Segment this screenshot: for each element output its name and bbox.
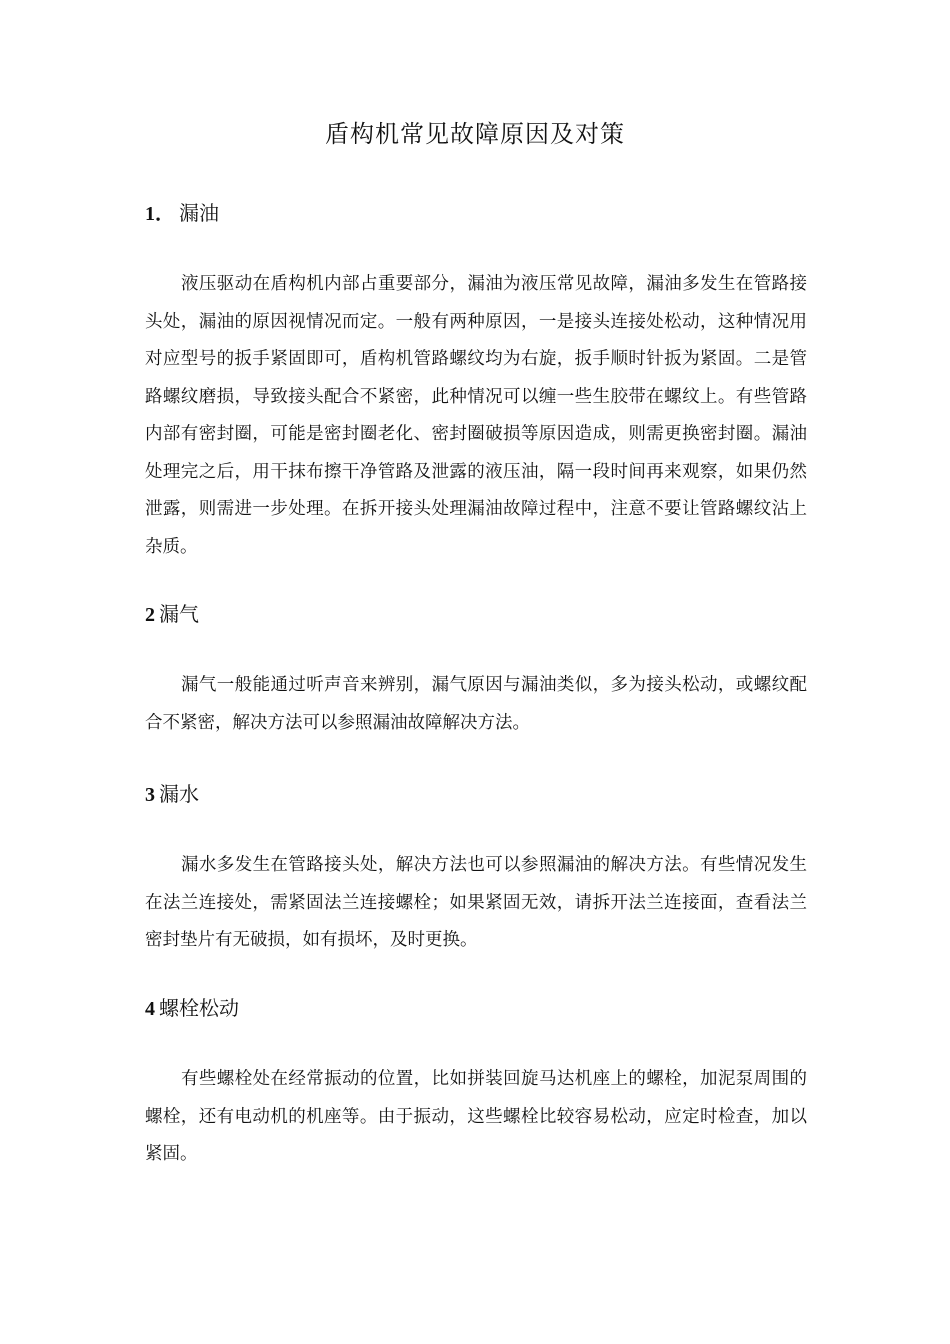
section-body-oil-leak: 液压驱动在盾构机内部占重要部分，漏油为液压常见故障，漏油多发生在管路接头处，漏油的原因视情况而定。一般有两种原因，一是接头连接处松动，这种情况用对应型号的扳手紧固即可，盾构机管路螺纹均为右旋，扳手顺时针扳为紧固。二是管路螺纹磨损，导致接头配合不紧密，此种情况可以缠一些生胶带在螺纹上。有些管路内部有密封圈，可能是密封圈老化、密封圈破损等原因造成，则需更换密封圈。漏油处理完之后，用干抹布擦干净管路及泄露的液压油，隔一段时间再来观察，如果仍然泄露，则需进一步处理。在拆开接头处理漏油故障过程中，注意不要让管路螺纹沾上杂质。 <box>145 274 807 557</box>
section-number: 2 <box>145 604 155 626</box>
section-body-loose-bolts: 有些螺栓处在经常振动的位置，比如拼装回旋马达机座上的螺栓，加泥泵周围的螺栓，还有电动机的机座等。由于振动，这些螺栓比较容易松动，应定时检查，加以紧固。 <box>145 1069 807 1164</box>
section-body-water-leak: 漏水多发生在管路接头处，解决方法也可以参照漏油的解决方法。有些情况发生在法兰连接处，需紧固法兰连接螺栓；如果紧固无效，请拆开法兰连接面，查看法兰密封垫片有无破损，如有损坏，及时更换。 <box>145 855 807 950</box>
section-heading-text: 螺栓松动 <box>159 996 239 1020</box>
section-heading-water-leak <box>145 778 805 811</box>
section-heading-text: 漏气 <box>159 602 199 626</box>
section-number: 1． <box>145 203 175 225</box>
section-number: 3 <box>145 784 155 806</box>
section-heading-air-leak <box>145 598 805 631</box>
section-heading-text: 漏油 <box>179 201 219 225</box>
section-heading-loose-bolts <box>145 992 805 1025</box>
section-number: 4 <box>145 998 155 1020</box>
section-heading-oil-leak <box>145 197 805 230</box>
section-heading-text: 漏水 <box>159 782 199 806</box>
section-body-air-leak: 漏气一般能通过听声音来辨别，漏气原因与漏油类似，多为接头松动，或螺纹配合不紧密，解决方法可以参照漏油故障解决方法。 <box>145 675 807 733</box>
document-title: 盾构机常见故障原因及对策 <box>325 120 625 148</box>
